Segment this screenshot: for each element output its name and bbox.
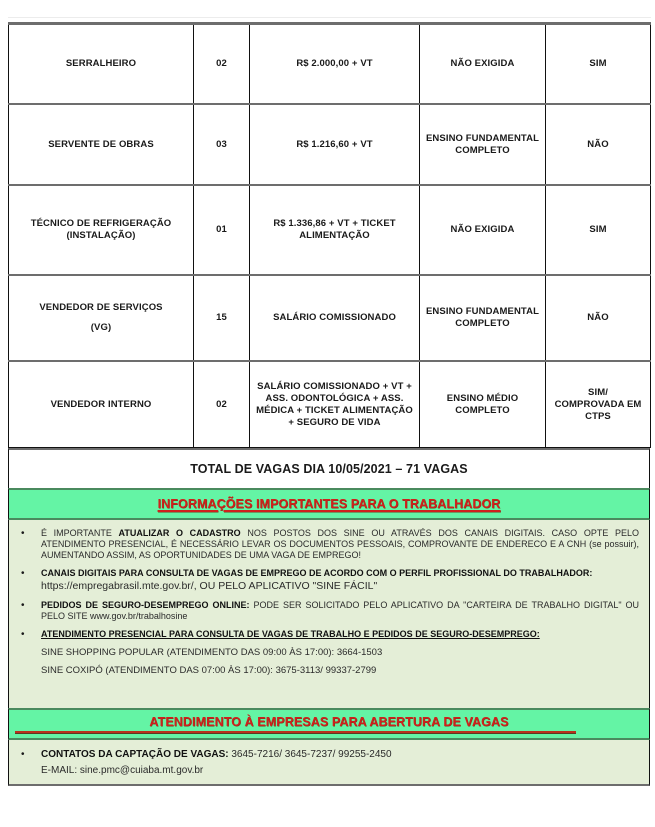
- job-education: ENSINO MÉDIO COMPLETO: [420, 361, 546, 448]
- job-role-text: TÉCNICO DE REFRIGERAÇÃO (INSTALAÇÃO): [30, 218, 172, 241]
- info-text: PODE SER SOLICITADO PELO APLICATIVO DA "CARTEIRA DE TRABALHO DIGITAL" OU PELO SITE www.gov.br/trabalhosine: [41, 600, 640, 621]
- company-info-body: [8, 740, 650, 786]
- job-salary: R$ 1.216,60 + VT: [250, 104, 420, 185]
- bullet-icon: •: [21, 629, 25, 640]
- job-role: [9, 24, 194, 105]
- job-experience: NÃO: [546, 275, 651, 361]
- job-education: NÃO EXIGIDA: [420, 185, 546, 275]
- job-role: [9, 185, 194, 275]
- worker-info-title: INFORMAÇÕES IMPORTANTES PARA O TRABALHADOR: [157, 497, 501, 511]
- total-vacancies: TOTAL DE VAGAS DIA 10/05/2021 – 71 VAGAS: [8, 448, 650, 488]
- job-role: [9, 275, 194, 361]
- job-role-text: SERVENTE DE OBRAS: [48, 138, 154, 150]
- job-experience: SIM/ COMPROVADA EM CTPS: [546, 361, 651, 448]
- job-role: [9, 361, 194, 448]
- info-item-update-registration: [19, 528, 639, 561]
- info-item-in-person: [19, 629, 639, 640]
- job-experience: SIM: [546, 185, 651, 275]
- sine-shopping-popular: SINE SHOPPING POPULAR (ATENDIMENTO DAS 09:00 ÀS 17:00): 3664-1503: [41, 647, 383, 658]
- page-top-rule: [8, 17, 651, 18]
- bullet-icon: •: [21, 528, 25, 539]
- empregabrasil-link-line[interactable]: https://empregabrasil.mte.gov.br/, OU PELO APLICATIVO "SINE FÁCIL": [41, 580, 378, 592]
- info-text: É IMPORTANTE: [41, 528, 119, 538]
- company-info-title: ATENDIMENTO À EMPRESAS PARA ABERTURA DE VAGAS: [149, 715, 509, 729]
- table-row: [9, 185, 651, 275]
- info-item-contacts: [19, 749, 639, 760]
- info-bold-text: ATUALIZAR O CADASTRO: [118, 528, 241, 538]
- info-bold-text: CANAIS DIGITAIS PARA CONSULTA DE VAGAS DE EMPREGO DE ACORDO COM O PERFIL PROFISSIONAL DO TRABALHADOR:: [41, 568, 593, 578]
- worker-info-body: [8, 520, 650, 708]
- company-info-header: [8, 708, 650, 740]
- job-vacancies: 15: [194, 275, 250, 361]
- job-role: [9, 104, 194, 185]
- job-role-text: VENDEDOR INTERNO: [50, 398, 152, 410]
- job-experience: SIM: [546, 24, 651, 105]
- job-salary: SALÁRIO COMISSIONADO + VT + ASS. ODONTOLÓGICA + ASS. MÉDICA + TICKET ALIMENTAÇÃO + SEGURO DE VIDA: [250, 361, 420, 448]
- job-role-text: SERRALHEIRO: [65, 58, 137, 69]
- job-education: NÃO EXIGIDA: [420, 24, 546, 105]
- info-underlined-text: ATENDIMENTO PRESENCIAL PARA CONSULTA DE VAGAS DE TRABALHO E PEDIDOS DE SEGURO-DESEMPREGO:: [41, 629, 540, 639]
- info-text: NOS POSTOS DOS SINE OU ATRAVÉS DOS CANAIS DIGITAIS. CASO OPTE PELO ATENDIMENTO PRESENCIAL, É NECESSÁRIO LEVAR OS DOCUMENTOS PESSOAIS, COMPROVANTE DE ENDERECO E A CNH (se possuir), AUMENTANDO ASSIM, AS OPORTUNIDADES DE UMA VAGA DE EMPREGO!: [41, 528, 639, 560]
- job-role-subtext: (VG): [90, 322, 112, 333]
- contacts-label: CONTATOS DA CAPTAÇÃO DE VAGAS:: [41, 749, 229, 760]
- bullet-icon: •: [21, 749, 25, 760]
- job-education: ENSINO FUNDAMENTAL COMPLETO: [420, 104, 546, 185]
- bullet-icon: •: [21, 600, 25, 611]
- info-item-unemployment-online: [19, 600, 639, 622]
- table-row: [9, 104, 651, 185]
- job-listing-document: [8, 22, 650, 786]
- job-salary: SALÁRIO COMISSIONADO: [250, 275, 420, 361]
- job-vacancies: 02: [194, 24, 250, 105]
- job-salary: R$ 2.000,00 + VT: [250, 24, 420, 105]
- job-role-text: VENDEDOR DE SERVIÇOS: [39, 302, 163, 313]
- table-row: [9, 361, 651, 448]
- contacts-value: 3645-7216/ 3645-7237/ 99255-2450: [228, 749, 392, 760]
- job-experience: NÃO: [546, 104, 651, 185]
- info-item-digital-channels: [19, 568, 639, 592]
- table-row: [9, 275, 651, 361]
- sine-coxipo: SINE COXIPÓ (ATENDIMENTO DAS 07:00 ÀS 17:00): 3675-3113/ 99337-2799: [41, 665, 377, 676]
- bullet-icon: •: [21, 568, 25, 579]
- email-line[interactable]: E-MAIL: sine.pmc@cuiaba.mt.gov.br: [41, 765, 204, 776]
- title-underline-rule: [15, 731, 576, 733]
- jobs-table: [8, 22, 651, 448]
- job-salary: R$ 1.336,86 + VT + TICKET ALIMENTAÇÃO: [250, 185, 420, 275]
- job-education: ENSINO FUNDAMENTAL COMPLETO: [420, 275, 546, 361]
- job-vacancies: 02: [194, 361, 250, 448]
- job-vacancies: 03: [194, 104, 250, 185]
- worker-info-header: [8, 488, 650, 520]
- table-row: [9, 24, 651, 105]
- info-bold-text: PEDIDOS DE SEGURO-DESEMPREGO ONLINE:: [41, 600, 250, 610]
- job-vacancies: 01: [194, 185, 250, 275]
